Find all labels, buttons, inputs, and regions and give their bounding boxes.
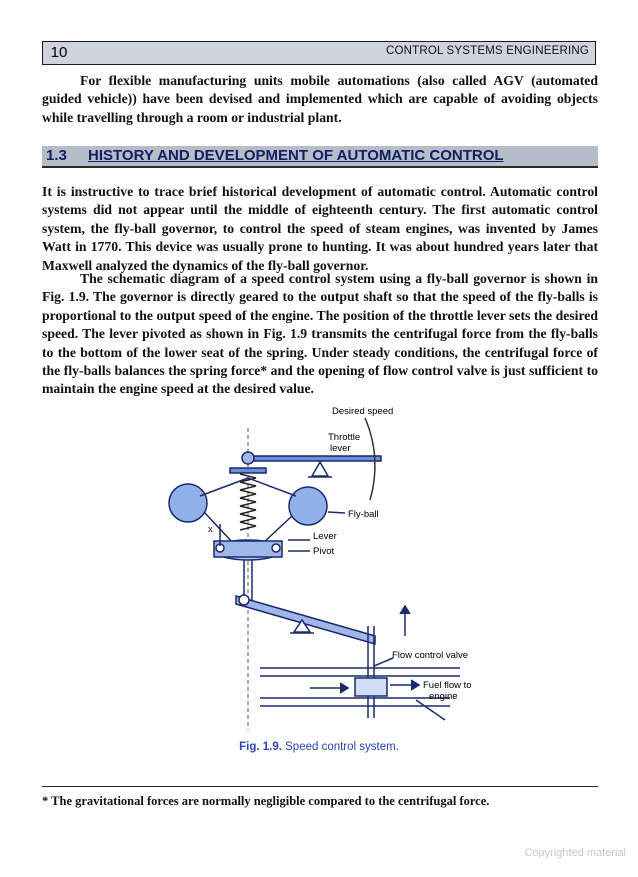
section-title: HISTORY AND DEVELOPMENT OF AUTOMATIC CONTROL xyxy=(88,147,504,164)
label-x: x xyxy=(208,524,213,535)
label-throttle: Throttle xyxy=(328,432,361,443)
figure-caption-number: Fig. 1.9. xyxy=(239,741,282,753)
section-heading xyxy=(42,146,598,168)
figure-caption xyxy=(0,741,638,753)
paragraph-history: It is instructive to trace brief historical development of automatic control. Automatic control systems did not appear until the middle of eighteenth century. The first automatic control system, the fly-ball governor, to control the speed of steam engines, was invented by James Watt in 1770. This device was usually prone to hunting. It was about hundred years later that Maxwell analyzed the dynamics of the fly-ball governor. xyxy=(42,184,598,273)
intro-paragraph: For flexible manufacturing units mobile automations (also called AGV (automated guided vehicle)) have been devised and implemented which are capable of avoiding objects while travelling through a room or industrial plant. xyxy=(42,73,598,125)
label-engine: engine xyxy=(429,691,458,702)
label-flow-control-valve: Flow control valve xyxy=(392,650,469,661)
paragraph-schematic: The schematic diagram of a speed control system using a fly-ball governor is shown in Fig. 1.9. The governor is directly geared to the output shaft so that the speed of the fly-balls is proportional to the output speed of the engine. The position of the throttle lever sets the desired speed. The lever pivoted as shown in Fig. 1.9 transmits the centrifugal force from the fly-balls to the bottom of the lower seat of the spring. Under steady conditions, the centrifugal force of the fly-balls balances the spring force* and the opening of flow control valve is just sufficient to maintain the engine speed at the desired value. xyxy=(42,271,598,397)
label-fuel-flow: Fuel flow to xyxy=(423,680,472,691)
label-throttle-lever: lever xyxy=(330,443,351,454)
running-title: CONTROL SYSTEMS ENGINEERING xyxy=(385,45,589,57)
page-number: 10 xyxy=(45,43,73,62)
label-pivot: Pivot xyxy=(313,546,335,557)
copyright-watermark: Copyrighted material xyxy=(524,847,626,859)
label-lever: Lever xyxy=(313,531,337,542)
figure-caption-text: Speed control system. xyxy=(285,741,399,753)
label-desired-speed: Desired speed xyxy=(332,406,394,417)
running-header xyxy=(42,41,596,65)
speed-control-diagram xyxy=(160,400,490,745)
footnote: * The gravitational forces are normally negligible compared to the centrifugal force. xyxy=(42,794,490,808)
label-fly-ball: Fly-ball xyxy=(348,509,379,520)
footnote-rule xyxy=(42,786,598,787)
section-number: 1.3 xyxy=(46,147,67,164)
